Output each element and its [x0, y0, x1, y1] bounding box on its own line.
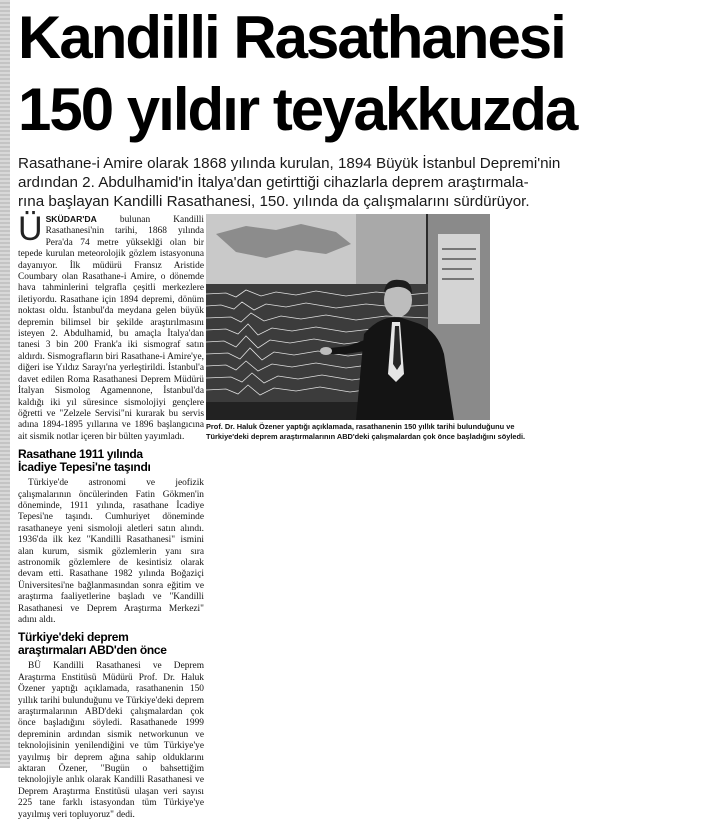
drop-cap: Ü: [18, 210, 43, 248]
dateline: SKÜDAR'DA: [45, 214, 97, 224]
caption-line-1: Prof. Dr. Haluk Özener yaptığı açıklamada, rasathanenin 150 yıllık tarihi bulunduğunu ve: [206, 422, 515, 431]
photo-illustration: [206, 214, 490, 420]
caption-line-2: Türkiye'deki deprem araştırmalarının ABD'deki çalışmalardan çok önce başladığını söyledi.: [206, 432, 526, 441]
news-photo: [206, 214, 490, 420]
body-paragraph-3: BÜ Kandilli Rasathanesi ve Deprem Araştırma Enstitüsü Müdürü Prof. Dr. Haluk Özener yaptığı açıklamada, rasathanenin 150 yıllık tarihi bulunduğunu ve Türkiye'deki deprem araştırmalarının ABD'deki çalışmalardan çok önce başladığını söyledi. Rasathanede 1999 depreminin ardından sismik networkunun ve teknolojisinin yenilendiğini ve tüm Türkiye'ye yayılmış bir deprem ağına sahip olduklarını aktaran Özener, "Bugün o bahsettiğim teknolojiyle anlık olarak Kandilli Rasathanesi ve Deprem Araştırma Enstitüsü ulaşan veri sayısı 225 tane farklı istasyondan tüm Türkiye'ye yayılmış veri topluyoruz" dedi.: [18, 661, 204, 820]
headline-line-1: Kandilli Rasathanesi: [18, 4, 565, 71]
page-edge-strip: [0, 0, 10, 768]
lead-line-3: rına başlayan Kandilli Rasathanesi, 150. yılında da çalışmalarını sürdürüyor.: [18, 193, 530, 210]
lead-paragraph: [18, 154, 698, 211]
subheading-1-line-1: Rasathane 1911 yılında: [18, 447, 143, 462]
body-paragraph-1-text: bulunan Kandilli Rasathanesi'nin tarihi, 1868 yılında Pera'da 74 metre yükseklği olan bir tepede kurulan meteorolojik gözlem istasyonuna dayanıyor. İlk müdürü Fransız Aristide Coumbary olan Rasathane-i Amire, o dönemde hava tahminlerini telgrafla çeşitli merkezlere iletiyordu. Rasathane için 1894 depremi, dönüm noktası oldu. İstanbul'da meydana gelen büyük depremin bilimsel bir şekilde araştırılmasını isteyen 2. Abdulhamid, bu amaçla İtalya'dan tanesi 3 bin 200 Frank'a iki sismograf satın aldırdı. Sismografların biri Rasathane-i Amire'ye, diğeri ise Yıldız Sarayı'na yerleştirildi. İstanbul'a davet edilen Roma Rasathanesi Deprem Müdürü İtalyan Sismolog Agamennone, İstanbul'da kaldığı iki yıl süresince sismolojiyi gençlere öğretti ve "Zelzele Servisi"ni kurarak bu servis adına 1894-1895 yıllarına ve 1896 başlangıcına ait sismik notlar içeren bir bülten yayımladı.: [18, 215, 204, 442]
lead-line-2: ardından 2. Abdulhamid'in İtalya'dan getirttiği cihazlarla deprem araştırmala-: [18, 174, 529, 191]
subheading-2: [18, 631, 204, 657]
article-column: [18, 210, 204, 823]
lead-line-1: Rasathane-i Amire olarak 1868 yılında kurulan, 1894 Büyük İstanbul Depremi'nin: [18, 155, 561, 172]
subheading-2-line-1: Türkiye'deki deprem: [18, 630, 129, 645]
headline-line-2: 150 yıldır teyakkuzda: [18, 76, 577, 143]
subheading-1: [18, 448, 204, 474]
body-paragraph-1: [18, 210, 204, 443]
photo-caption: [206, 422, 526, 442]
subheading-2-line-2: araştırmaları ABD'den önce: [18, 643, 167, 658]
subheading-1-line-2: İcadiye Tepesi'ne taşındı: [18, 460, 151, 475]
body-paragraph-2: Türkiye'de astronomi ve jeofizik çalışmalarının öncülerinden Fatin Gökmen'in döneminde, 1911 yılında, rasathane İcadiye Tepesi'ne taşındı. Cumhuriyet döneminde rasathaneye yeni sismoloji aletleri satın alındı. 1936'da ilk kez "Kandilli Rasathanesi" ismini alan kurum, sismik gözlemlerin yanı sıra astronomik gözlemlere de kesintisiz olarak devam etti. Rasathane 1982 yılında Boğaziçi Üniversitesi'ne bağlanmasından sonra eğitim ve araştırma faaliyetlerine başladı ve "Kandilli Rasathanesi ve Deprem Araştırma Merkezi" adını aldı.: [18, 478, 204, 625]
